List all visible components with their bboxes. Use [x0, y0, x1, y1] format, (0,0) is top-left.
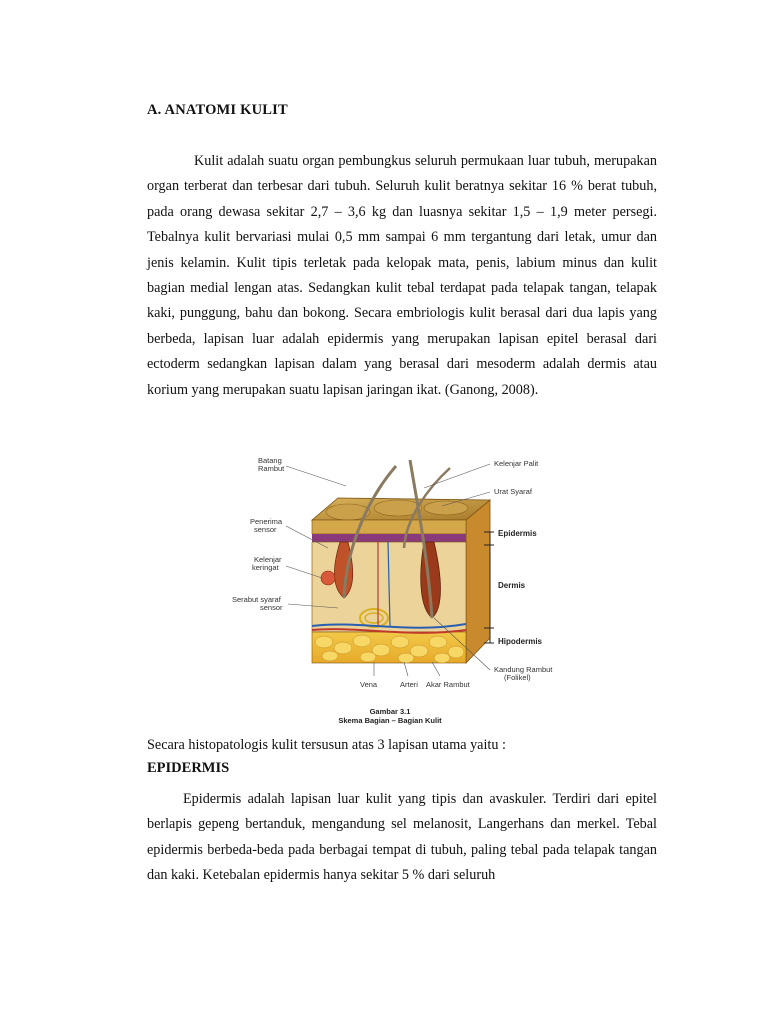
label-penerima-sensor: Penerima sensor [250, 517, 283, 534]
label-vena: Vena [360, 680, 378, 689]
label-urat-syaraf: Urat Syaraf [494, 487, 532, 496]
label-serabut-syaraf: Serabut syaraf sensor [232, 595, 283, 612]
intro-line: Secara histopatologis kulit tersusun atas 3 lapisan utama yaitu : [147, 737, 506, 753]
subheading-epidermis: EPIDERMIS [147, 760, 230, 776]
label-kelenjar-keringat: Kelenjar keringat [252, 555, 282, 572]
paragraph-epidermis: Epidermis adalah lapisan luar kulit yang tipis dan avaskuler. Terdiri dari epitel berlapis gepeng bertanduk, mengandung sel melanosit, Langerhans dan merkel. Tebal epidermis berbeda-beda pada berbagai tempat di tubuh, paling tebal pada telapak tangan dan kaki. Ketebalan epidermis hanya sekitar 5 % dari seluruh [147, 791, 657, 884]
label-kandung-rambut: Kandung Rambut (Folikel) [494, 665, 553, 682]
figure-caption-number: Gambar 3.1 [369, 707, 411, 716]
label-batang-rambut: Batang Rambut [258, 456, 285, 473]
skin-block-illustration [312, 460, 490, 663]
paragraph-anatomi-kulit: Kulit adalah suatu organ pembungkus seluruh permukaan luar tubuh, merupakan organ terberat dan terbesar dari tubuh. Seluruh kulit beratnya sekitar 16 % berat tubuh, pada orang dewasa sekitar 2,7 – 3,6 kg dan luasnya sekitar 1,5 – 1,9 meter persegi. Tebalnya kulit bervariasi mulai 0,5 mm sampai 6 mm tergantung dari letak, umur dan jenis kelamin. Kulit tipis terletak pada kelopak mata, penis, labium minus dan kulit bagian medial lengan atas. Sedangkan kulit tebal terdapat pada telapak tangan, telapak kaki, punggung, bahu dan bokong. Secara embriologis kulit berasal dari dua lapis yang berbeda, lapisan luar adalah epidermis yang merupakan lapisan epitel berasal dari ectoderm sedangkan lapisan dalam yang berasal dari mesoderm adalah dermis atau korium yang merupakan suatu lapisan jaringan ikat. (Ganong, 2008). [147, 153, 657, 398]
label-dermis: Dermis [498, 581, 526, 590]
label-hipodermis: Hipodermis [498, 637, 543, 646]
label-akar-rambut: Akar Rambut [426, 680, 470, 689]
figure-caption-title: Skema Bagian – Bagian Kulit [338, 716, 442, 725]
label-epidermis: Epidermis [498, 529, 537, 538]
skin-anatomy-figure [228, 448, 558, 698]
section-heading: A. ANATOMI KULIT [147, 102, 288, 118]
label-kelenjar-palit: Kelenjar Palit [494, 459, 539, 468]
label-arteri: Arteri [400, 680, 418, 689]
